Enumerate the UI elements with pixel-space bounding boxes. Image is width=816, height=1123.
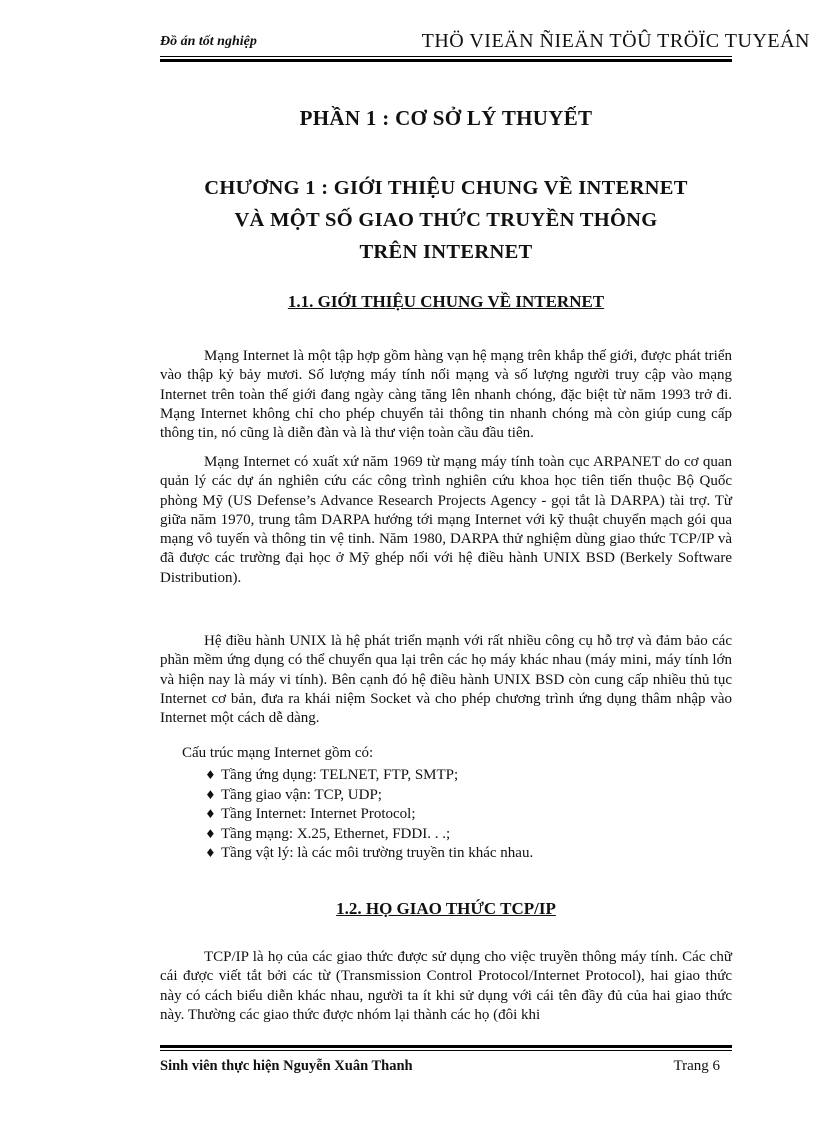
list-item: ♦ Tầng ứng dụng: TELNET, FTP, SMTP;	[205, 766, 533, 786]
footer-page-number: Trang 6	[673, 1058, 720, 1074]
list-item: ♦ Tầng Internet: Internet Protocol;	[205, 805, 533, 825]
footer-divider-thin	[160, 1050, 732, 1051]
diamond-bullet-icon: ♦	[205, 826, 216, 841]
header-library-name: THÖ VIEÄN ÑIEÄN TÖÛ TRÖÏC TUYEÁN	[421, 30, 810, 52]
list-intro: Cấu trúc mạng Internet gồm có:	[182, 745, 374, 761]
diamond-bullet-icon: ♦	[205, 807, 216, 821]
header-divider-thin	[160, 56, 732, 57]
paragraph-tcpip: TCP/IP là họ của các giao thức được sử dụng cho việc truyền thông máy tính. Các chữ cái được viết tắt bởi các từ (Transmission Control Protocol/Internet Protocol), hai giao thức này có cách biểu diễn khác nhau, người ta ít khi sử dụng với cái tên đầy đủ của hai giao thức này. Thường các giao thức được nhóm lại thành các họ (đôi khi	[160, 949, 732, 1023]
list-item: ♦ Tầng vật lý: là các môi trường truyền tin khác nhau.	[205, 844, 533, 864]
chapter-title-line-3: TRÊN INTERNET	[359, 241, 533, 263]
chapter-title-line-2: VÀ MỘT SỐ GIAO THỨC TRUYỀN THÔNG	[234, 209, 658, 231]
paragraph-internet-intro: Mạng Internet là một tập hợp gồm hàng vạn hệ mạng trên khắp thế giới, được phát triển vào thập kỷ bảy mươi. Số lượng máy tính nối mạng và số lượng người truy cập vào mạng Internet trên toàn thế giới đang ngày càng tăng lên nhanh chóng, đặc biệt từ năm 1993 trở đi. Mạng Internet không chỉ cho phép chuyển tải thông tin nhanh chóng mà còn giúp cung cấp thông tin, nó cũng là diễn đàn và là thư viện toàn cầu đầu tiên.	[160, 348, 732, 442]
diamond-bullet-icon: ♦	[205, 787, 216, 802]
internet-structure-list	[205, 766, 533, 864]
header-document-title: Đồ án tốt nghiệp	[160, 34, 257, 49]
section-1-2-heading: 1.2. HỌ GIAO THỨC TCP/IP	[336, 899, 556, 918]
diamond-bullet-icon: ♦	[205, 768, 216, 782]
chapter-title	[160, 172, 732, 268]
part-title: PHẦN 1 : CƠ SỞ LÝ THUYẾT	[299, 106, 593, 130]
diamond-bullet-icon: ♦	[205, 846, 216, 860]
paragraph-unix: Hệ điều hành UNIX là hệ phát triển mạnh với rất nhiều công cụ hỗ trợ và đảm bảo các phần mềm ứng dụng có thể chuyển qua lại trên các họ máy khác nhau (máy mini, máy tính lớn và hiện nay là máy vi tính). Bên cạnh đó hệ điều hành UNIX BSD còn cung cấp nhiều thủ tục Internet cơ bản, đưa ra khái niệm Socket và cho phép chương trình ứng dụng thâm nhập vào Internet một cách dễ dàng.	[160, 633, 732, 727]
list-item: ♦ Tầng mạng: X.25, Ethernet, FDDI. . .;	[205, 825, 533, 845]
paragraph-internet-origin: Mạng Internet có xuất xứ năm 1969 từ mạng máy tính toàn cục ARPANET do cơ quan quản lý các dự án nghiên cứu các công trình nghiên cứu khoa học tiên tiến thuộc Bộ Quốc phòng Mỹ (US Defense’s Advance Research Projects Agency - gọi tắt là DARPA) tài trợ. Từ giữa năm 1970, trung tâm DARPA hướng tới mạng Internet với kỹ thuật chuyển mạch gói qua mạng vô tuyến và thông tin vệ tinh. Năm 1980, DARPA thử nghiệm dùng giao thức TCP/IP và đã được các trường đại học ở Mỹ ghép nối với hệ điều hành UNIX BSD (Berkely Software Distribution).	[160, 454, 732, 586]
section-1-1-heading: 1.1. GIỚI THIỆU CHUNG VỀ INTERNET	[287, 292, 605, 311]
footer-author: Sinh viên thực hiện Nguyễn Xuân Thanh	[160, 1058, 413, 1074]
chapter-title-line-1: CHƯƠNG 1 : GIỚI THIỆU CHUNG VỀ INTERNET	[204, 177, 688, 199]
header-divider-thick	[160, 59, 732, 62]
list-item: ♦ Tầng giao vận: TCP, UDP;	[205, 786, 533, 806]
footer-divider-thick	[160, 1045, 732, 1048]
